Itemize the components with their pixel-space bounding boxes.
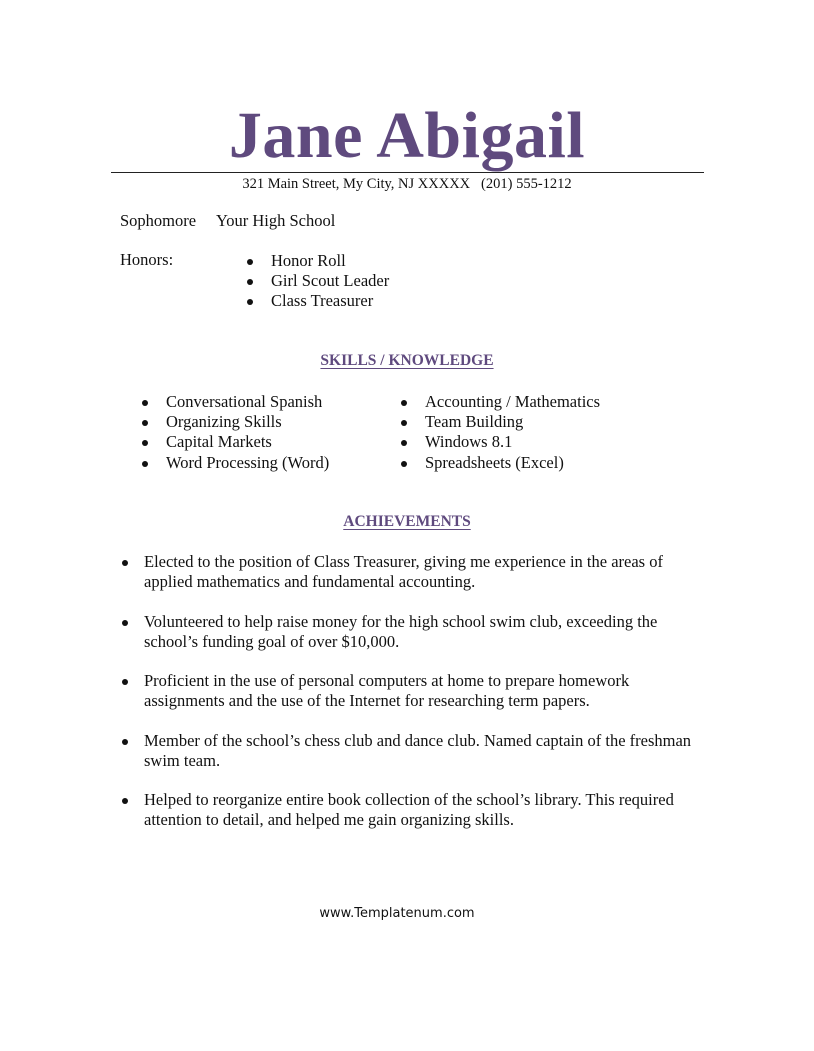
grade-level: Sophomore <box>120 211 197 230</box>
contact-line: 321 Main Street, My City, NJ XXXXX (201) 555-1212 <box>242 176 572 192</box>
skills-heading: SKILLS / KNOWLEDGE <box>320 352 494 369</box>
resume-name: Jane Abigail <box>228 99 586 172</box>
skill-item: Conversational Spanish <box>166 392 323 411</box>
footer-website: www.Templatenum.com <box>319 906 475 921</box>
school-name: Your High School <box>216 211 336 230</box>
skill-item: Spreadsheets (Excel) <box>425 453 564 472</box>
honor-item: Class Treasurer <box>271 291 374 310</box>
header-divider <box>111 172 704 173</box>
achievement-item: Volunteered to help raise money for the high school swim club, exceeding the school’s funding goal of over $10,000. <box>144 612 704 652</box>
skill-item: Capital Markets <box>166 432 272 451</box>
skill-item: Accounting / Mathematics <box>425 392 601 411</box>
skill-item: Word Processing (Word) <box>166 453 330 472</box>
achievement-item: Helped to reorganize entire book collection of the school’s library. This required attention to detail, and helped me gain organizing skills. <box>144 790 704 830</box>
achievements-heading: ACHIEVEMENTS <box>343 513 471 530</box>
skill-item: Organizing Skills <box>166 412 282 431</box>
skill-item: Team Building <box>425 412 524 431</box>
honor-item: Girl Scout Leader <box>271 271 390 290</box>
skill-item: Windows 8.1 <box>425 432 513 451</box>
achievement-item: Proficient in the use of personal computers at home to prepare homework assignments and the use of the Internet for researching term papers. <box>144 671 704 711</box>
achievement-item: Elected to the position of Class Treasurer, giving me experience in the areas of applied mathematics and fundamental accounting. <box>144 552 704 592</box>
achievement-item: Member of the school’s chess club and dance club. Named captain of the freshman swim team. <box>144 731 704 771</box>
honors-label: Honors: <box>120 250 174 269</box>
honor-item: Honor Roll <box>271 251 346 270</box>
